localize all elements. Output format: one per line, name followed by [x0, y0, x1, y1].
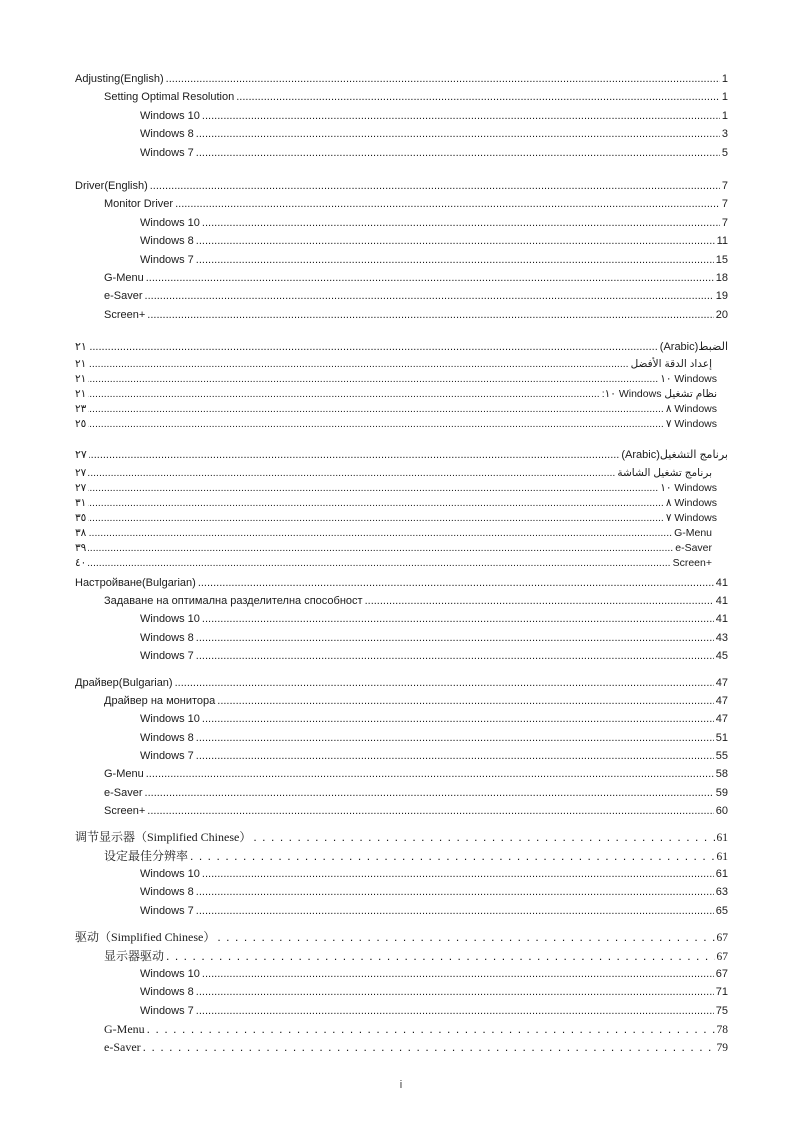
toc-entry [75, 91, 728, 109]
toc-entry [75, 831, 728, 849]
toc-entry-label: Screen+ [104, 805, 146, 818]
toc-section [75, 180, 728, 327]
toc-entry-label: G-Menu [674, 526, 712, 539]
toc-entry-page: 51 [715, 731, 728, 744]
dot-leader [196, 254, 714, 267]
toc-entry [75, 768, 728, 786]
toc-entry-label: Setting Optimal Resolution [104, 91, 235, 104]
dot-leader [365, 595, 714, 608]
toc-entry [75, 467, 728, 482]
toc-entry-label: Windows 10 [140, 109, 200, 122]
toc-entry-page: 67 [716, 932, 728, 945]
dot-leader [196, 750, 714, 763]
toc-entry-page: ٤٠ [75, 556, 87, 569]
toc-section [75, 577, 728, 669]
toc-entry-page: 1 [721, 109, 728, 122]
dot-leader [147, 1023, 715, 1036]
toc-entry [75, 198, 728, 216]
toc-entry-label: Windows 8 [140, 631, 194, 644]
toc-entry-label: Windows ٨ [665, 403, 717, 416]
dot-leader [88, 497, 664, 510]
toc-entry-label: G-Menu [104, 271, 144, 284]
toc-entry [75, 557, 728, 572]
toc-entry [75, 950, 728, 968]
toc-entry [75, 650, 728, 668]
toc-entry [75, 180, 728, 198]
toc-entry [75, 750, 728, 768]
toc-entry-label: Windows 10 [140, 216, 200, 229]
dot-leader [196, 905, 714, 918]
toc-entry-page: 18 [715, 271, 728, 284]
toc-entry-label: Windows 7 [140, 146, 194, 159]
toc-entry-page: ٢٣ [75, 403, 87, 416]
toc-entry [75, 868, 728, 886]
dot-leader [88, 388, 599, 401]
toc-section [75, 831, 728, 923]
toc-entry-page: 67 [715, 967, 728, 980]
toc-entry-label: 调节显示器（Simplified Chinese） [75, 830, 252, 845]
dot-leader [88, 482, 658, 495]
toc-entry [75, 732, 728, 750]
toc-entry-label: Windows 7 [140, 904, 194, 917]
dot-leader [88, 557, 670, 570]
toc-entry [75, 1041, 728, 1059]
toc-entry-label: Windows 10 [140, 867, 200, 880]
dot-leader [89, 341, 658, 354]
dot-leader [175, 677, 714, 690]
toc-entry-label: e-Saver [104, 290, 143, 303]
toc-entry-label: e-Saver [675, 541, 712, 554]
toc-entry-page: 43 [715, 631, 728, 644]
toc-section [75, 449, 728, 572]
toc-entry-page: ٢١ [75, 373, 87, 386]
toc-entry-label: Драйвер(Bulgarian) [75, 676, 173, 689]
toc-entry [75, 403, 728, 418]
toc-entry-label: Windows ٧ [665, 418, 717, 431]
toc-entry [75, 1023, 728, 1041]
dot-leader [88, 542, 673, 555]
toc-section [75, 677, 728, 824]
toc-entry-page: 63 [715, 886, 728, 899]
dot-leader [150, 180, 720, 193]
dot-leader [143, 1041, 715, 1054]
toc-section [75, 931, 728, 1060]
toc-entry [75, 388, 728, 403]
toc-entry-page: 79 [716, 1042, 728, 1055]
toc-entry-page: 45 [715, 650, 728, 663]
dot-leader [175, 198, 720, 211]
dot-leader [146, 272, 714, 285]
dot-leader [147, 309, 713, 322]
toc-entry-label: Adjusting(English) [75, 73, 164, 85]
toc-entry [75, 905, 728, 923]
toc-entry-page: 65 [715, 904, 728, 917]
toc-entry [75, 931, 728, 949]
toc-entry [75, 512, 728, 527]
toc-entry-label: e-Saver [104, 786, 143, 799]
toc-entry-page: 78 [716, 1024, 728, 1037]
toc-entry-page: 47 [715, 713, 728, 726]
toc-entry-page: ٢٧ [75, 481, 87, 494]
toc-entry-label: 驱动（Simplified Chinese） [75, 930, 216, 945]
toc-entry [75, 613, 728, 631]
toc-entry-page: 58 [715, 768, 728, 781]
toc-entry-label: Windows ١٠ [660, 481, 717, 494]
dot-leader [202, 968, 714, 981]
toc-entry-label: الضبط(Arabic) [659, 340, 728, 353]
toc-section [75, 341, 728, 434]
toc-entry-label: 设定最佳分辨率 [104, 848, 189, 863]
toc-entry-label: Windows 7 [140, 750, 194, 763]
dot-leader [88, 358, 628, 371]
toc-entry [75, 542, 728, 557]
dot-leader [145, 787, 714, 800]
toc-entry-page: 67 [716, 950, 728, 963]
toc-entry-page: ٣٩ [75, 541, 87, 554]
toc-entry [75, 373, 728, 388]
toc-entry [75, 677, 728, 695]
toc-entry-page: ٢١ [75, 358, 87, 371]
toc-entry-label: Драйвер на монитора [104, 694, 216, 707]
toc-entry [75, 1005, 728, 1023]
toc-entry-page: 1 [721, 91, 728, 104]
toc-entry-page: 61 [716, 850, 728, 863]
toc-entry [75, 986, 728, 1004]
toc-entry-page: 47 [715, 694, 728, 707]
toc-entry-page: 20 [715, 308, 728, 321]
toc-entry [75, 886, 728, 904]
dot-leader [166, 73, 720, 86]
toc-entry-page: 11 [716, 235, 728, 248]
toc-entry-label: Driver(English) [75, 179, 148, 192]
toc-entry-label: Windows ٧ [665, 511, 717, 524]
dot-leader [88, 403, 664, 416]
dot-leader [88, 373, 658, 386]
dot-leader [253, 831, 714, 844]
toc-entry-label: Monitor Driver [104, 198, 174, 211]
toc-entry [75, 147, 728, 165]
dot-leader [166, 950, 714, 963]
toc-entry [75, 968, 728, 986]
toc-entry-label: Windows 8 [140, 986, 194, 999]
toc-entry [75, 449, 728, 467]
dot-leader [196, 235, 715, 248]
toc-entry-page: 41 [715, 613, 728, 626]
dot-leader [89, 449, 620, 462]
toc-entry-page: 1 [721, 73, 728, 85]
toc-entry-page: 3 [721, 128, 728, 141]
toc-entry-label: Windows 10 [140, 613, 200, 626]
toc-entry [75, 110, 728, 128]
toc-entry [75, 805, 728, 823]
toc-entry-page: ٢٧ [75, 466, 87, 479]
toc-entry-label: Windows 7 [140, 650, 194, 663]
toc-entry [75, 73, 728, 91]
toc-entry [75, 695, 728, 713]
toc-entry-label: Настройване(Bulgarian) [75, 576, 196, 589]
toc-entry-page: 15 [715, 253, 728, 266]
toc-entry [75, 713, 728, 731]
toc-entry-page: 7 [721, 198, 728, 211]
toc-entry-page: ٣٨ [75, 526, 87, 539]
dot-leader [196, 886, 714, 899]
toc-entry [75, 290, 728, 308]
toc-entry-page: 75 [715, 1004, 728, 1017]
dot-leader [236, 91, 720, 104]
dot-leader [217, 695, 713, 708]
dot-leader [88, 527, 672, 540]
dot-leader [196, 632, 714, 645]
dot-leader [217, 931, 714, 944]
toc-entry-label: Windows 10 [140, 967, 200, 980]
toc-entry-label: G-Menu [104, 1022, 145, 1037]
toc-entry-page: ٢٧ [75, 449, 87, 462]
toc-entry-label: Windows 8 [140, 731, 194, 744]
toc-entry-page: ٣١ [75, 496, 87, 509]
toc-entry-label: Windows 8 [140, 235, 194, 248]
toc-entry [75, 341, 728, 359]
page-footer-number: i [399, 1079, 403, 1091]
toc-entry-page: 41 [715, 594, 728, 607]
dot-leader [88, 418, 664, 431]
toc-entry [75, 577, 728, 595]
dot-leader [196, 986, 714, 999]
toc-entry-label: Windows 7 [140, 253, 194, 266]
dot-leader [196, 650, 714, 663]
dot-leader [145, 290, 714, 303]
toc-section [75, 73, 728, 165]
toc-entry [75, 217, 728, 235]
toc-entry [75, 418, 728, 433]
toc-entry-page: 55 [715, 750, 728, 763]
toc-entry [75, 632, 728, 650]
toc-entry-label: Windows 8 [140, 886, 194, 899]
toc-entry-page: 7 [721, 179, 728, 192]
dot-leader [88, 512, 664, 525]
dot-leader [196, 1005, 714, 1018]
dot-leader [190, 850, 714, 863]
toc-entry-page: ٢١ [75, 388, 87, 401]
toc-entry-page: 19 [715, 290, 728, 303]
dot-leader [198, 577, 714, 590]
toc-entry-page: 47 [715, 676, 728, 689]
toc-entry [75, 235, 728, 253]
toc-entry [75, 787, 728, 805]
dot-leader [202, 613, 714, 626]
toc-entry-page: 71 [715, 986, 728, 999]
toc-entry [75, 595, 728, 613]
toc-entry-page: 61 [716, 832, 728, 845]
toc-entry-label: برنامج التشغيل(Arabic) [621, 449, 728, 462]
toc-entry [75, 254, 728, 272]
toc-entry [75, 358, 728, 373]
toc-entry-label: Screen+ [672, 556, 712, 569]
toc-entry [75, 128, 728, 146]
toc-entry [75, 850, 728, 868]
toc-entry-page: ٣٥ [75, 511, 87, 524]
toc-entry-page: 41 [715, 576, 728, 589]
dot-leader [202, 217, 720, 230]
toc-entry-page: 7 [721, 216, 728, 229]
toc-entry [75, 527, 728, 542]
toc-entry-label: نظام تشغيل Windows ١٠: [601, 388, 717, 401]
dot-leader [196, 147, 720, 160]
dot-leader [196, 128, 720, 141]
dot-leader [202, 868, 714, 881]
toc-entry-page: 61 [715, 867, 728, 880]
dot-leader [196, 732, 714, 745]
toc-entry-label: Windows ٨ [665, 496, 717, 509]
toc-entry-page: 5 [721, 146, 728, 159]
toc-entry-label: 显示器驱动 [104, 948, 165, 963]
toc-entry-label: إعداد الدقة الأفضل [630, 358, 712, 371]
toc-entry-label: Windows 8 [140, 128, 194, 141]
toc-entry [75, 309, 728, 327]
dot-leader [88, 467, 615, 480]
toc-entry-page: 59 [715, 786, 728, 799]
dot-leader [202, 713, 714, 726]
toc-entry-page: ٢١ [75, 340, 87, 353]
toc-entry-label: Задаване на оптимална разделителна способност [104, 594, 363, 607]
toc-entry-label: Windows 7 [140, 1004, 194, 1017]
toc-entry-label: e-Saver [104, 1040, 141, 1055]
toc-entry [75, 497, 728, 512]
toc-entry-label: Windows 10 [140, 713, 200, 726]
dot-leader [147, 805, 713, 818]
toc-entry [75, 272, 728, 290]
toc-entry [75, 482, 728, 497]
toc-entry-label: Screen+ [104, 308, 146, 321]
toc-entry-label: برنامج تشغيل الشاشة [617, 466, 712, 479]
toc-entry-page: 60 [715, 805, 728, 818]
toc-entry-label: Windows ١٠ [660, 373, 717, 386]
toc-entry-page: ٢٥ [75, 418, 87, 431]
dot-leader [202, 110, 720, 123]
dot-leader [146, 768, 714, 781]
toc-entry-label: G-Menu [104, 768, 144, 781]
